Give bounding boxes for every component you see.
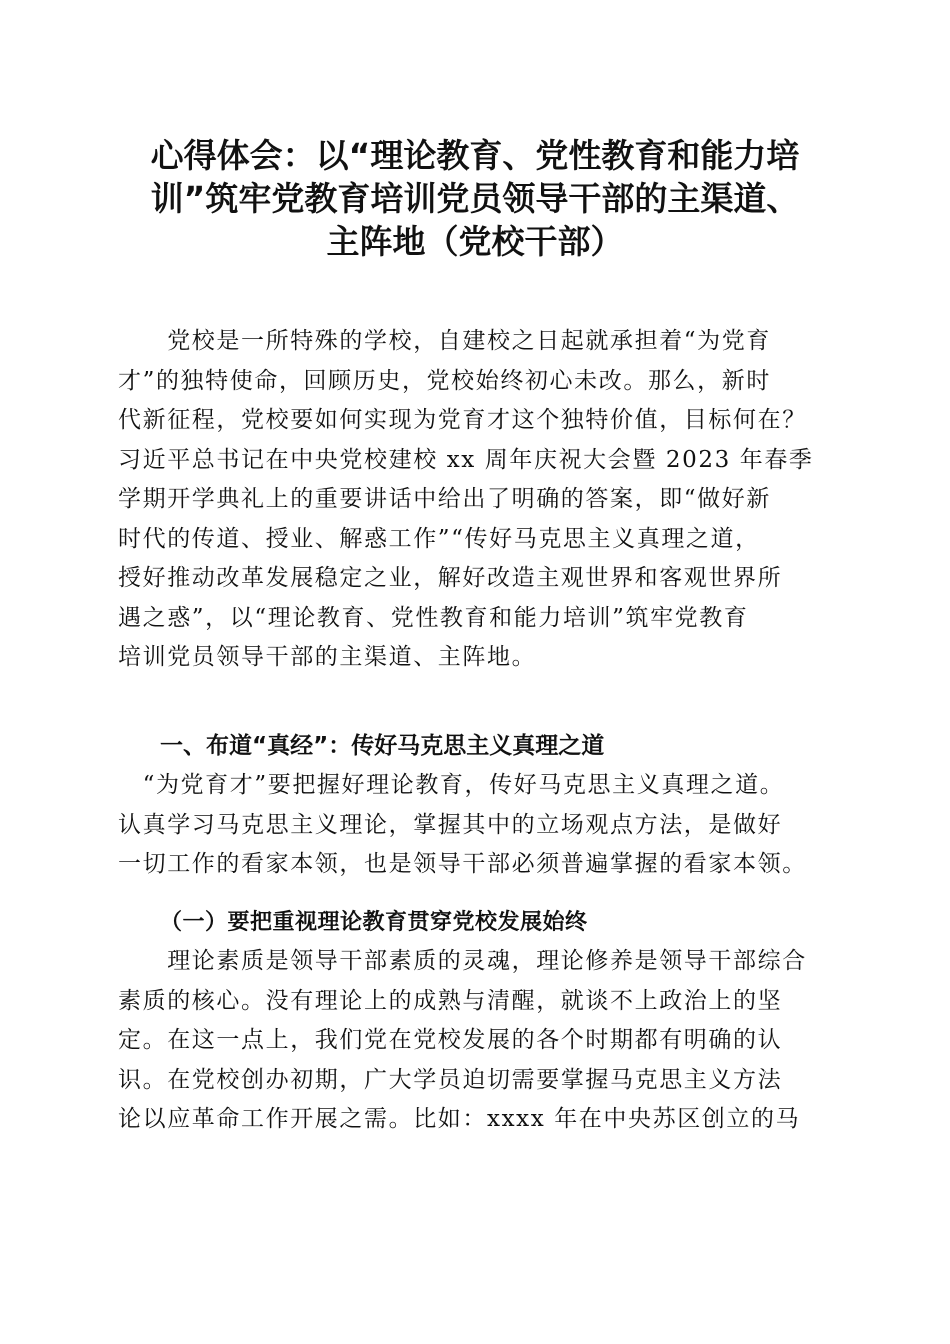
subsection-1-paragraph — [118, 942, 838, 1140]
paragraph-line: 认真学习马克思主义理论，掌握其中的立场观点方法，是做好 — [118, 811, 783, 838]
paragraph-line: 理论素质是领导干部素质的灵魂，理论修养是领导干部综合 — [118, 948, 807, 974]
intro-paragraph — [118, 322, 838, 678]
title-line: 主阵地（党校干部） — [326, 222, 624, 261]
document-title — [110, 134, 840, 263]
paragraph-line: 遇之惑”，以“理论教育、党性教育和能力培训”筑牢党教育 — [118, 604, 749, 631]
paragraph-line: 才”的独特使命，回顾历史，党校始终初心未改。那么，新时 — [118, 367, 771, 394]
paragraph-line: 学期开学典礼上的重要讲话中给出了明确的答案，即“做好新 — [118, 486, 771, 512]
section-heading-1: 一、布道“真经”：传好马克思主义真理之道 — [160, 733, 605, 759]
paragraph-line: 时代的传道、授业、解惑工作”“传好马克思主义真理之道， — [118, 525, 760, 552]
paragraph-line: 论以应革命工作开展之需。比如：xxxx 年在中央苏区创立的马 — [118, 1106, 801, 1132]
paragraph-line: 定。在这一点上，我们党在党校发展的各个时期都有明确的认 — [118, 1027, 783, 1053]
title-line: 训”筑牢党教育培训党员领导干部的主渠道、 — [150, 179, 800, 218]
paragraph-line: 习近平总书记在中央党校建校 xx 周年庆祝大会暨 2023 年春季 — [118, 446, 814, 473]
title-line: 心得体会：以“理论教育、党性教育和能力培 — [150, 136, 800, 175]
paragraph-line: 授好推动改革发展稳定之业，解好改造主观世界和客观世界所 — [118, 565, 783, 591]
paragraph-line: 代新征程，党校要如何实现为党育才这个独特价值，目标何在？ — [118, 407, 807, 433]
paragraph-line: “为党育才”要把握好理论教育，传好马克思主义真理之道。 — [118, 772, 785, 798]
paragraph-line: 党校是一所特殊的学校，自建校之日起就承担着“为党育 — [118, 328, 771, 354]
paragraph-line: 识。在党校创办初期，广大学员迫切需要掌握马克思主义方法 — [118, 1066, 783, 1093]
section-1-paragraph — [118, 766, 838, 885]
paragraph-line: 培训党员领导干部的主渠道、主阵地。 — [118, 644, 537, 670]
paragraph-line: 一切工作的看家本领，也是领导干部必须普遍掌握的看家本领。 — [118, 851, 807, 877]
paragraph-line: 素质的核心。没有理论上的成熟与清醒，就谈不上政治上的坚 — [118, 987, 783, 1014]
subsection-heading-1: （一）要把重视理论教育贯穿党校发展始终 — [160, 910, 588, 935]
